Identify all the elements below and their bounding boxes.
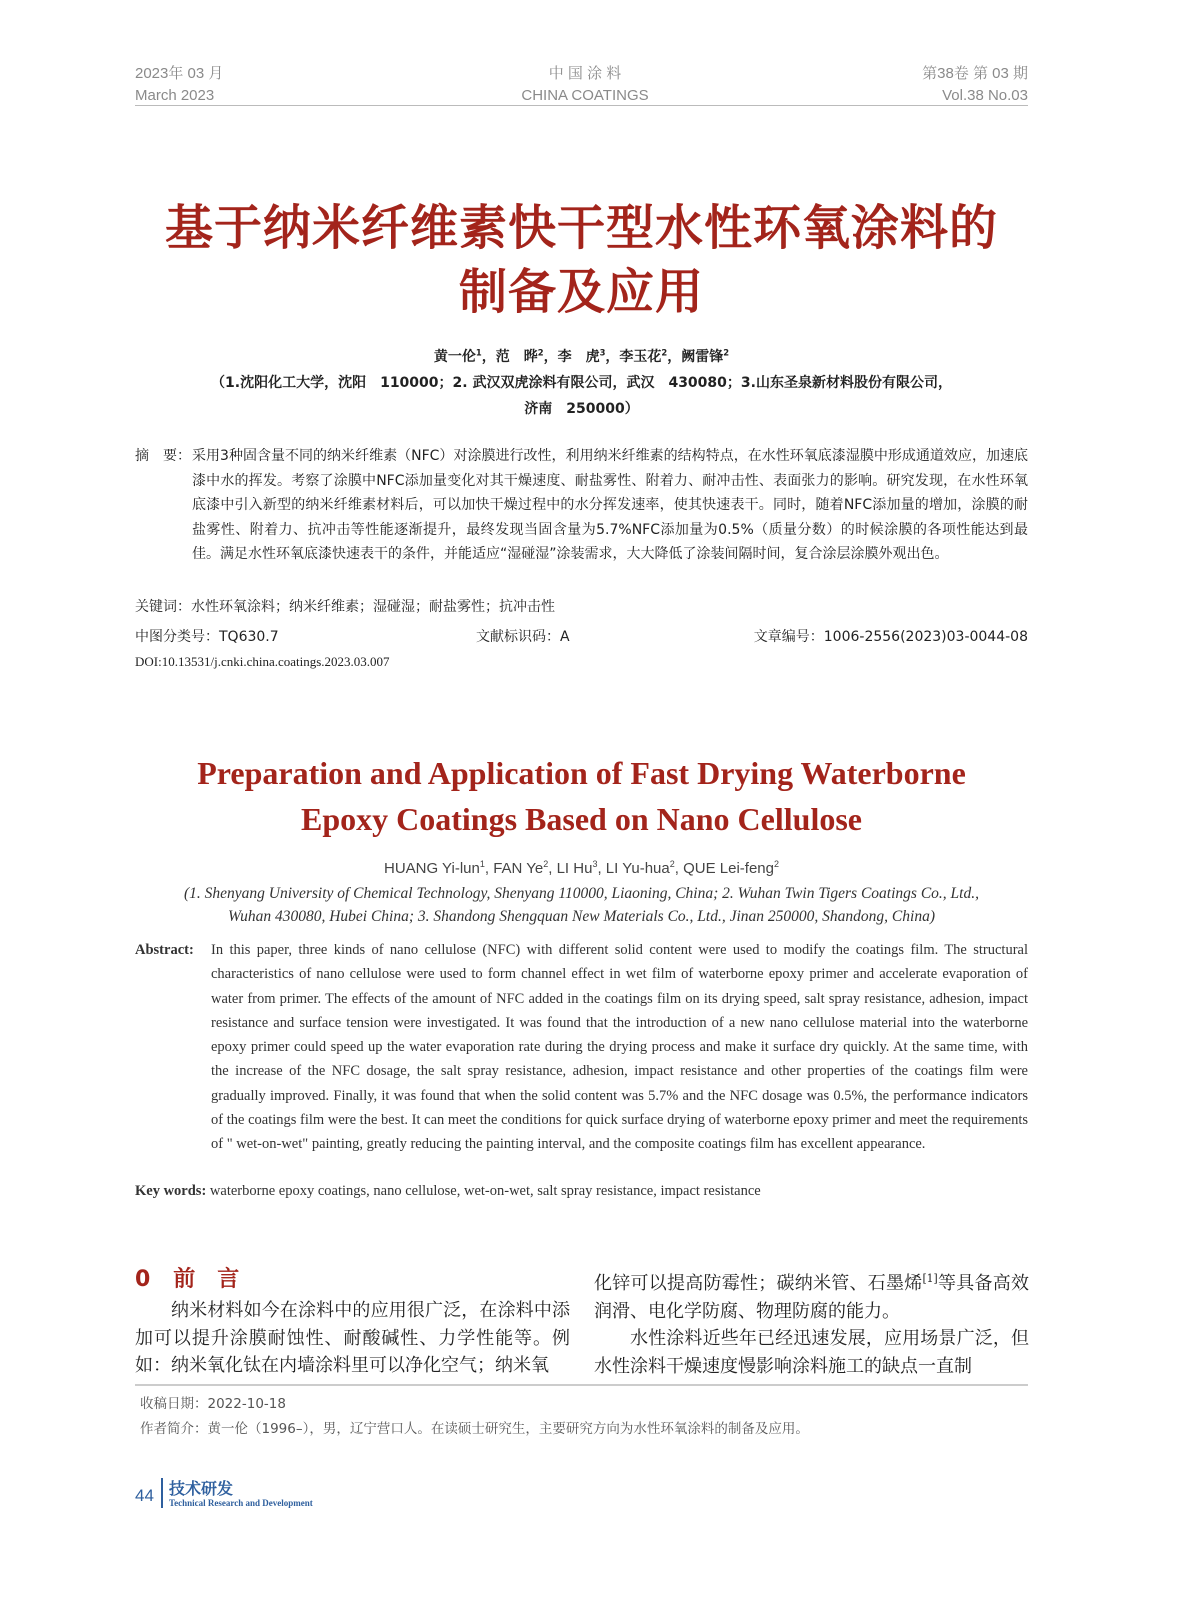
- author-sup: 2: [661, 347, 668, 358]
- author: ，李 虎: [543, 349, 600, 365]
- citation[interactable]: [1]: [922, 1272, 938, 1285]
- section-title: 前 言: [173, 1267, 240, 1292]
- paragraph: 纳米材料如今在涂料中的应用很广泛，在涂料中添加可以提升涂膜耐蚀性、耐酸碱性、力学性能等。例如：纳米氧化钛在内墙涂料里可以净化空气；纳米氧: [135, 1300, 570, 1376]
- keywords-en-text: waterborne epoxy coatings, nano cellulose, wet-on-wet, salt spray resistance, impact resistance: [206, 1183, 761, 1199]
- volume-cn: 第38卷 第 03 期: [922, 65, 1028, 82]
- affiliation-cn: [135, 370, 1028, 422]
- author-sup: 3: [599, 347, 606, 358]
- section-heading: [135, 1262, 239, 1293]
- author-sup: 1: [475, 347, 482, 358]
- volume-en: Vol.38 No.03: [942, 87, 1028, 104]
- author: , QUE Lei-feng: [674, 860, 774, 877]
- paragraph-text: 化锌可以提高防霉性；碳纳米管、石墨烯: [594, 1273, 923, 1294]
- author-sup: 2: [537, 347, 544, 358]
- author-sup: 2: [773, 859, 779, 869]
- paragraph-text: 等具备高效润滑、电化学防腐、物理防腐的能力。: [594, 1273, 1030, 1322]
- title-cn-line: 制备及应用: [458, 264, 704, 320]
- author: , FAN Ye: [484, 860, 544, 877]
- section-number: 0: [135, 1267, 151, 1292]
- keywords-en-label: Key words:: [135, 1183, 207, 1199]
- footnote-divider: [135, 1384, 1028, 1386]
- keywords-cn: 关键词：水性环氧涂料；纳米纤维素；湿碰湿；耐盐雾性；抗冲击性: [135, 599, 555, 615]
- paragraph: [594, 1270, 1029, 1325]
- document-code: 文献标识码：A: [476, 629, 570, 645]
- title-cn: [100, 196, 1063, 324]
- author: 黄一伦: [433, 349, 476, 365]
- header-date-cn: 2023年 03 月: [135, 65, 224, 82]
- keywords-en: [135, 1183, 761, 1200]
- journal-name-en: CHINA COATINGS: [521, 87, 649, 104]
- abstract-cn: [135, 444, 1028, 567]
- abstract-cn-label: 摘 要：: [135, 448, 191, 464]
- footer-section-cn: 技术研发: [169, 1479, 234, 1498]
- author-sup: 2: [543, 859, 549, 869]
- column-right: [594, 1270, 1029, 1380]
- author: ，李玉花: [605, 349, 662, 365]
- journal-name-cn: 中 国 涂 料: [548, 65, 622, 82]
- header-divider: [135, 105, 1028, 106]
- footer-bar: [161, 1478, 163, 1508]
- abstract-en-label: Abstract:: [135, 942, 194, 958]
- author-sup: 1: [479, 859, 485, 869]
- article-number: 文章编号：1006-2556(2023)03-0044-08: [753, 629, 1028, 645]
- doi[interactable]: DOI:10.13531/j.cnki.china.coatings.2023.03.007: [135, 654, 390, 669]
- author: ，范 晔: [481, 349, 538, 365]
- authors-en: [135, 858, 1028, 880]
- abstract-cn-text: 采用3种固含量不同的纳米纤维素（NFC）对涂膜进行改性，利用纳米纤维素的结构特点，在水性环氧底漆湿膜中形成通道效应，加速底漆中水的挥发。考察了涂膜中NFC添加量变化对其干燥速度、耐盐雾性、附着力、耐冲击性、表面张力的影响。研究发现，在水性环氧底漆中引入新型的纳米纤维素材料后，可以加快干燥过程中的水分挥发速率，使其快速表干。同时，随着NFC添加量的增加，涂膜的耐盐雾性、附着力、抗冲击等性能逐渐提升，最终发现当固含量为5.7%NFC添加量为0.5%（质量分数）的时候涂膜的各项性能达到最佳。满足水性环氧底漆快速表干的条件，并能适应“湿碰湿”涂装需求，大大降低了涂装间隔时间，复合涂层涂膜外观出色。: [192, 448, 1028, 562]
- header-journal: [435, 63, 735, 107]
- author: ，阙雷锋: [667, 349, 724, 365]
- author-sup: 2: [723, 347, 730, 358]
- column-left: [135, 1297, 570, 1380]
- author-sup: 3: [592, 859, 598, 869]
- affiliation-line: 济南 250000）: [524, 401, 639, 417]
- affiliation-en: [135, 882, 1028, 928]
- abstract-en-text: In this paper, three kinds of nano cellulose (NFC) with different solid content were used to modify the coatings film. The structural characteristics of nano cellulose were used to form channel effect in wet film of waterborne epoxy primer and accelerate evaporation of water from primer. The effects of the amount of NFC added in the coatings film on its drying speed, salt spray resistance, adhesion, impact resistance and surface tension were investigated. It was found that the introduction of a new nano cellulose material into the waterborne epoxy primer could speed up the water evaporation rate during the drying process and make it surface dry quickly. At the same time, with the increase of the NFC dosage, the salt spray resistance, adhesion, impact resistance and other properties of the coatings film were gradually improved. Finally, it was found that when the solid content was 5.7% and the NFC dosage was 0.5%, the performance indicators of the coatings film were the best. It can meet the conditions for quick surface drying of waterborne epoxy primer and meet the requirements of " wet-on-wet" painting, greatly reducing the painting interval, and the composite coatings film has excellent appearance.: [211, 942, 1028, 1153]
- title-en-line: Epoxy Coatings Based on Nano Cellulose: [301, 801, 862, 837]
- author: , LI Hu: [548, 860, 593, 877]
- classification-code: 中图分类号：TQ630.7: [135, 629, 279, 645]
- received-date: 收稿日期：2022-10-18: [140, 1396, 286, 1412]
- title-en: [100, 750, 1063, 842]
- abstract-en: [135, 938, 1028, 1157]
- affiliation-line: (1. Shenyang University of Chemical Technology, Shenyang 110000, Liaoning, China; 2. Wuhan Twin Tigers Coatings Co., Ltd.,: [184, 885, 979, 902]
- header-volume: [922, 63, 1028, 107]
- page-number: 44: [135, 1486, 154, 1505]
- author: , LI Yu-hua: [597, 860, 670, 877]
- author-bio: 作者简介：黄一伦（1996–），男，辽宁营口人。在读硕士研究生，主要研究方向为水性环氧涂料的制备及应用。: [140, 1421, 809, 1437]
- header-date-en: March 2023: [135, 87, 215, 104]
- author: HUANG Yi-lun: [383, 860, 480, 877]
- paragraph: 水性涂料近些年已经迅速发展，应用场景广泛，但水性涂料干燥速度慢影响涂料施工的缺点一直制: [594, 1328, 1029, 1377]
- title-cn-line: 基于纳米纤维素快干型水性环氧涂料的: [164, 200, 998, 256]
- author-sup: 2: [669, 859, 675, 869]
- affiliation-line: Wuhan 430080, Hubei China; 3. Shandong Shengquan New Materials Co., Ltd., Jinan 250000, Shandong, China): [228, 908, 935, 925]
- authors-cn: [135, 344, 1028, 370]
- header-date: [135, 63, 223, 107]
- affiliation-line: （1.沈阳化工大学，沈阳 110000；2. 武汉双虎涂料有限公司，武汉 430080；3.山东圣泉新材料股份有限公司，: [211, 375, 952, 391]
- footer-section-en: Technical Research and Development: [169, 1498, 313, 1508]
- title-en-line: Preparation and Application of Fast Drying Waterborne: [197, 755, 966, 791]
